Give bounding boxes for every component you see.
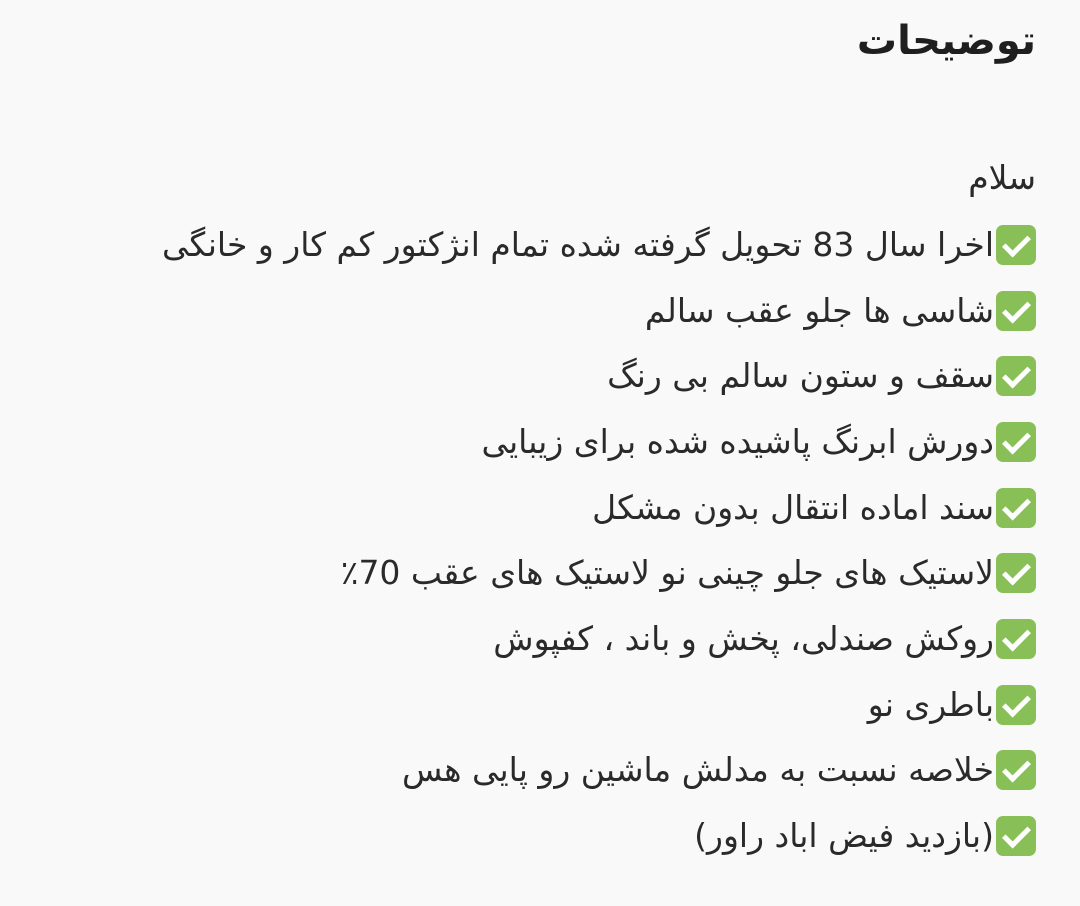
- check-mark-button-icon: [996, 750, 1036, 790]
- check-mark-button-icon: [996, 291, 1036, 331]
- list-item-text: سقف و ستون سالم بی رنگ: [607, 356, 994, 396]
- list-item: [162, 606, 1036, 672]
- check-mark-button-icon: [996, 488, 1036, 528]
- list-item-text: لاستیک های جلو چینی نو لاستیک های عقب 70٪: [340, 553, 994, 593]
- list-item-text: شاسی ها جلو عقب سالم: [644, 290, 994, 330]
- list-item: [162, 278, 1036, 344]
- list-item: [162, 475, 1036, 541]
- section-title: توضیحات: [856, 18, 1036, 64]
- check-mark-button-icon: [996, 553, 1036, 593]
- check-mark-button-icon: [996, 356, 1036, 396]
- check-mark-button-icon: [996, 225, 1036, 265]
- list-item: [162, 409, 1036, 475]
- list-item: [162, 672, 1036, 738]
- check-mark-button-icon: [996, 816, 1036, 856]
- list-item: [162, 540, 1036, 606]
- list-item-text: دورش ابرنگ پاشیده شده برای زیبایی: [481, 421, 994, 461]
- list-item-text: اخرا سال 83 تحویل گرفته شده تمام انژکتور کم کار و خانگی: [162, 224, 994, 264]
- list-item: [162, 738, 1036, 804]
- check-mark-button-icon: [996, 685, 1036, 725]
- list-item: [162, 212, 1036, 278]
- list-item: [162, 343, 1036, 409]
- check-mark-button-icon: [996, 619, 1036, 659]
- list-item-text: سند اماده انتقال بدون مشکل: [592, 487, 994, 527]
- list-item-text: خلاصه نسبت به مدلش ماشین رو پایی هس: [402, 750, 994, 790]
- greeting-text: سلام: [968, 158, 1036, 197]
- feature-list: [162, 212, 1036, 869]
- list-item-text: (بازدید فیض اباد راور): [694, 816, 994, 856]
- list-item-text: روکش صندلی، پخش و باند ، کفپوش: [493, 618, 994, 658]
- list-item-text: باطری نو: [867, 684, 994, 724]
- list-item: [162, 803, 1036, 869]
- check-mark-button-icon: [996, 422, 1036, 462]
